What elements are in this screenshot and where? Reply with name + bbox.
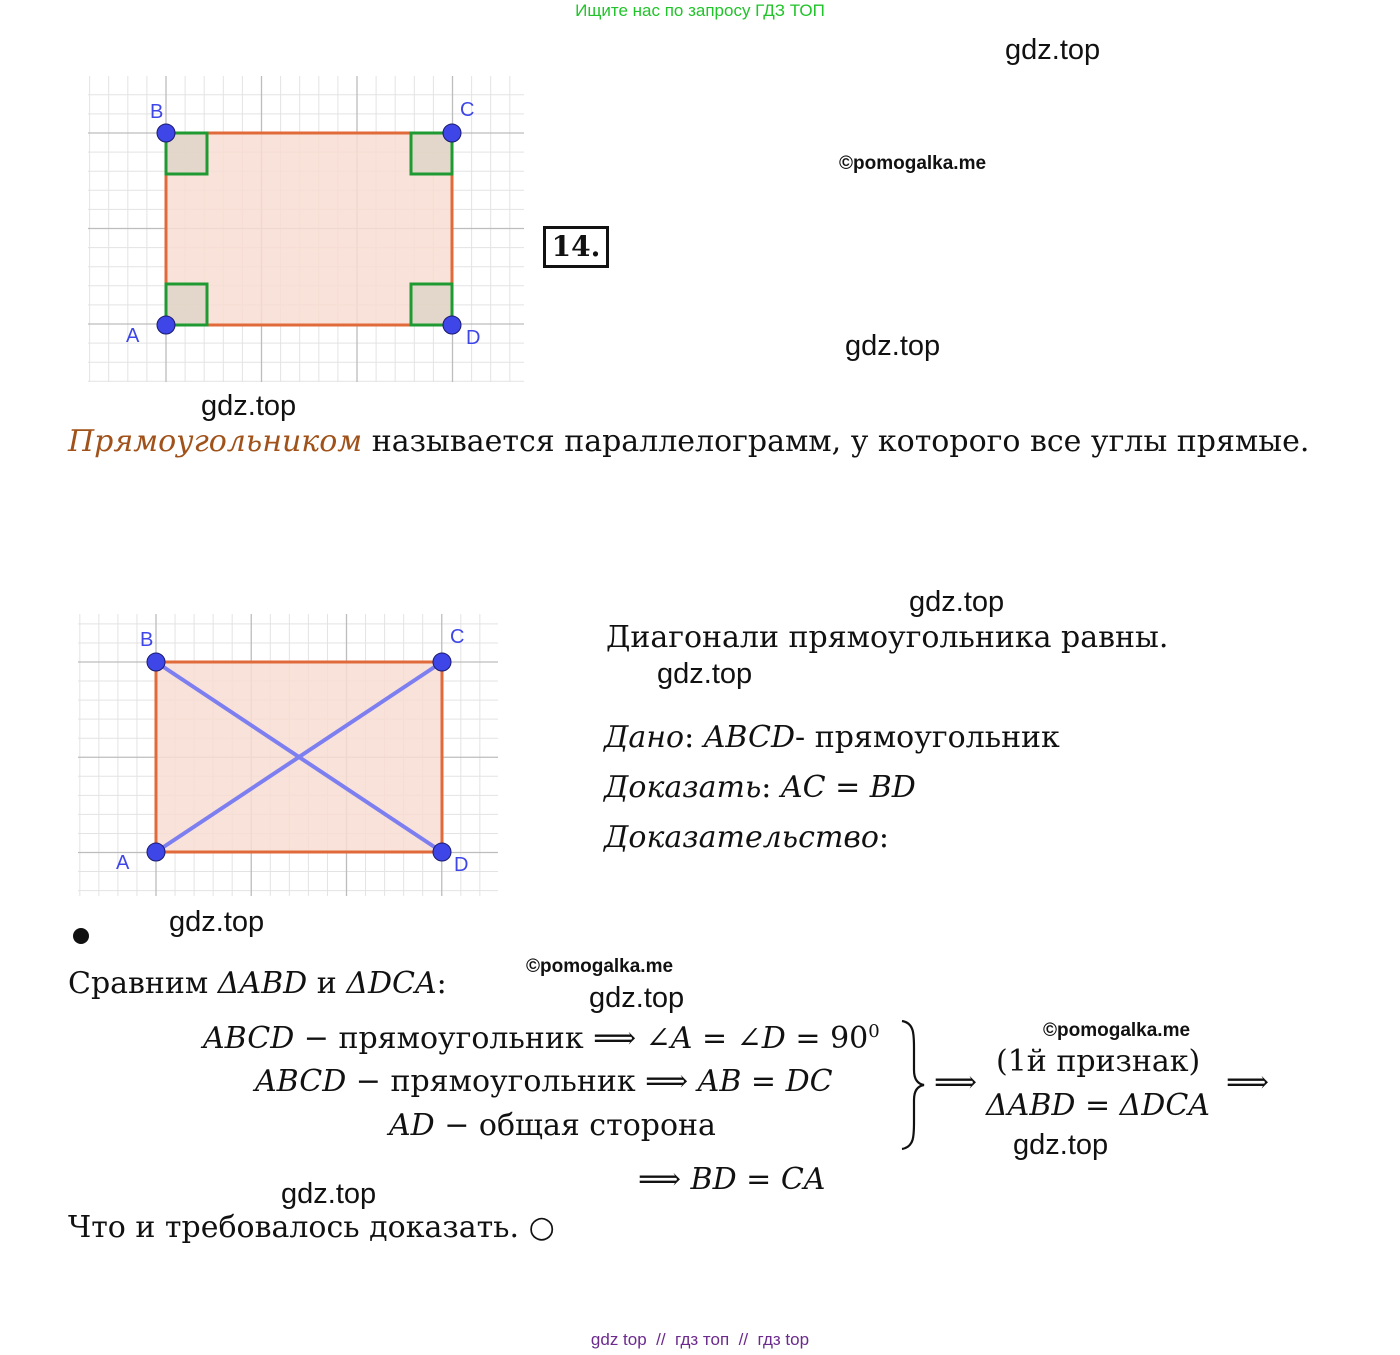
watermark-gdz: gdz.top xyxy=(589,982,685,1014)
watermark-gdz: gdz.top xyxy=(281,1178,377,1210)
watermark-pomogalka: ©pomogalka.me xyxy=(1043,1020,1191,1041)
definition xyxy=(68,424,1309,459)
rectangle-figure xyxy=(88,76,524,382)
theorem-statement: Диагонали прямоугольника равны. xyxy=(606,620,1169,655)
label-b: B xyxy=(150,101,164,123)
vertex-c xyxy=(443,124,461,142)
problem-number: 14. xyxy=(543,226,609,268)
vertex-a xyxy=(147,843,165,861)
implies-arrow: ⟹ xyxy=(934,1065,978,1100)
footer-link-gdz-top[interactable]: gdz top xyxy=(590,1330,647,1349)
system-line-1-a: ABCD − xyxy=(203,1021,339,1056)
label-d: D xyxy=(466,327,481,349)
prove-colon: : xyxy=(761,770,781,805)
result-line: ⟹ BD = CA xyxy=(638,1162,826,1197)
system-line-2-b: прямоугольник ⟹ xyxy=(390,1064,698,1099)
label-c: C xyxy=(450,626,465,648)
prove-value: AC = BD xyxy=(780,770,916,805)
watermark-gdz: gdz.top xyxy=(1013,1129,1109,1161)
degree-sup: 0 xyxy=(868,1021,880,1042)
watermark-gdz: gdz.top xyxy=(169,906,265,938)
definition-text: называется параллелограмм, у которого все углы прямые. xyxy=(362,424,1310,459)
system-line-1-c: ∠A = ∠D = xyxy=(645,1021,831,1056)
system-line-3 xyxy=(389,1108,716,1143)
label-b: B xyxy=(140,629,154,651)
bullet xyxy=(73,928,89,944)
compare-text: Сравним xyxy=(68,966,218,1001)
system-line-3-a: AD xyxy=(389,1108,435,1143)
search-banner: Ищите нас по запросу ГДЗ ТОП xyxy=(575,1,825,20)
proof-label-line xyxy=(604,820,889,855)
implies-arrow: ⟹ xyxy=(1226,1065,1270,1100)
vertex-d xyxy=(433,843,451,861)
label-c: C xyxy=(460,99,475,121)
conclusion: Что и требовалось доказать. ○ xyxy=(68,1210,555,1245)
congruence-statement: ΔABD = ΔDCA xyxy=(986,1088,1210,1123)
footer-link-gdz-top-mixed[interactable]: гдз top xyxy=(757,1330,810,1349)
watermark-gdz: gdz.top xyxy=(201,390,297,422)
triangle-dca: ΔDCA xyxy=(346,966,437,1001)
system-line-1-b: прямоугольник ⟹ xyxy=(338,1021,646,1056)
label-a: A xyxy=(116,852,130,874)
watermark-pomogalka: ©pomogalka.me xyxy=(526,956,674,977)
definition-term: Прямоугольником xyxy=(68,424,363,459)
right-brace xyxy=(898,1018,928,1152)
given-label: Дано xyxy=(604,720,685,755)
rectangle-diagonals-figure xyxy=(78,614,498,896)
rectangle-fill xyxy=(166,133,452,325)
given-value: ABCD xyxy=(703,720,796,755)
footer-separator: // xyxy=(738,1330,749,1349)
compare-line xyxy=(68,966,447,1001)
system-line-2-a: ABCD − xyxy=(255,1064,391,1099)
compare-and: и xyxy=(307,966,347,1001)
footer-separator: // xyxy=(656,1330,666,1349)
criterion-label: (1й признак) xyxy=(996,1044,1201,1079)
vertex-d xyxy=(443,316,461,334)
watermark-gdz: gdz.top xyxy=(1005,34,1101,66)
given-rest: - прямоугольник xyxy=(795,720,1060,755)
system-line-2-c: AB = DC xyxy=(697,1064,833,1099)
system-line-1-d: 90 xyxy=(830,1021,869,1056)
footer-links xyxy=(0,1330,1400,1350)
footer-link-gdz-top-ru[interactable]: гдз топ xyxy=(675,1330,730,1349)
label-a: A xyxy=(126,325,140,347)
proof-colon: : xyxy=(878,820,890,855)
system-line-1 xyxy=(203,1021,880,1056)
watermark-gdz: gdz.top xyxy=(845,330,941,362)
watermark-gdz: gdz.top xyxy=(909,586,1005,618)
label-d: D xyxy=(454,854,469,876)
compare-colon: : xyxy=(436,966,447,1001)
vertex-b xyxy=(157,124,175,142)
triangle-abd: ΔABD xyxy=(217,966,308,1001)
vertex-b xyxy=(147,653,165,671)
watermark-pomogalka: ©pomogalka.me xyxy=(839,153,987,174)
given-line xyxy=(604,720,1060,755)
system-line-3-b: − общая сторона xyxy=(434,1108,716,1143)
given-colon: : xyxy=(684,720,704,755)
watermark-gdz: gdz.top xyxy=(657,658,753,690)
vertex-a xyxy=(157,316,175,334)
prove-line xyxy=(604,770,916,805)
prove-label: Доказать xyxy=(604,770,762,805)
vertex-c xyxy=(433,653,451,671)
proof-label: Доказательство xyxy=(604,820,879,855)
system-line-2 xyxy=(255,1064,833,1099)
